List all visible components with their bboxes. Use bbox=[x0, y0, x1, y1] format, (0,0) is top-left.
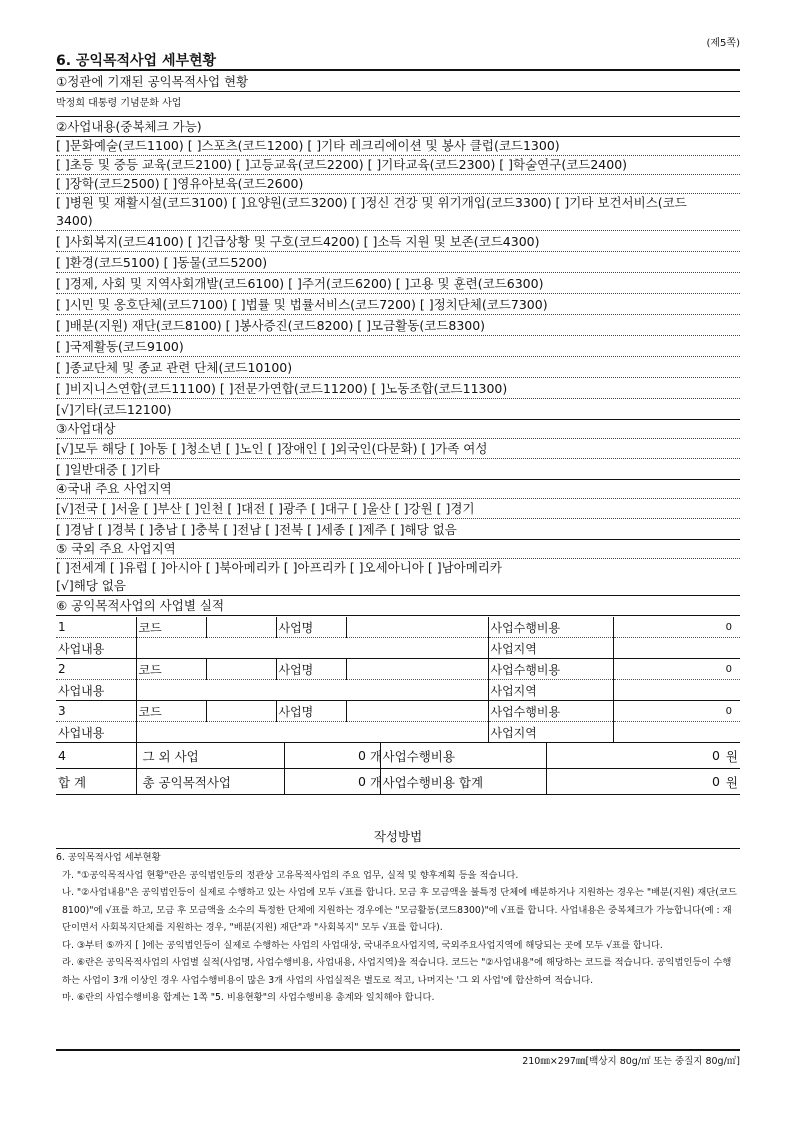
other-label: 그 외 사업 bbox=[136, 743, 284, 769]
summary-table bbox=[56, 743, 740, 795]
q4-line-2[interactable]: [ ]경남 [ ]경북 [ ]충남 [ ]충북 [ ]전남 [ ]전북 [ ]세종 [ ]제주 [ ]해당 없음 bbox=[56, 521, 740, 540]
content-label: 사업내용 bbox=[56, 722, 136, 743]
page-number: (제5쪽) bbox=[706, 38, 740, 49]
content-field[interactable] bbox=[136, 680, 488, 701]
cost-label: 사업수행비용 bbox=[488, 659, 613, 680]
guide-body bbox=[56, 849, 740, 1007]
q2-line-4-cont: 3400) bbox=[56, 212, 740, 231]
table-row bbox=[56, 638, 740, 659]
cost-field[interactable]: 0 bbox=[613, 659, 740, 680]
row-number: 3 bbox=[56, 701, 136, 722]
q4-label: ④국내 주요 사업지역 bbox=[56, 480, 740, 499]
q6-label: ⑥ 공익목적사업의 사업별 실적 bbox=[56, 597, 740, 616]
table-row bbox=[56, 769, 740, 795]
cost-label: 사업수행비용 bbox=[488, 701, 613, 722]
q5-line-2[interactable]: [√]해당 없음 bbox=[56, 577, 740, 596]
table-row bbox=[56, 701, 740, 722]
code-field[interactable] bbox=[206, 659, 276, 680]
q2-label: ②사업내용(중복체크 가능) bbox=[56, 118, 740, 137]
table-row bbox=[56, 722, 740, 743]
row-number: 1 bbox=[56, 617, 136, 638]
q2-line-11[interactable]: [ ]종교단체 및 종교 관련 단체(코드10100) bbox=[56, 359, 740, 378]
total-count[interactable]: 0 bbox=[284, 769, 368, 795]
q2-line-13[interactable]: [√]기타(코드12100) bbox=[56, 401, 740, 420]
section-title: 6. 공익목적사업 세부현황 bbox=[56, 53, 217, 69]
q2-line-4[interactable]: [ ]병원 및 재활시설(코드3100) [ ]요양원(코드3200) [ ]정신 건강 및 위기개입(코드3300) [ ]기타 보건서비스(코드 bbox=[56, 195, 687, 210]
region-label: 사업지역 bbox=[488, 638, 613, 659]
guide-heading: 작성방법 bbox=[56, 826, 740, 849]
content-field[interactable] bbox=[136, 638, 488, 659]
table-row bbox=[56, 659, 740, 680]
bottom-rule bbox=[56, 1049, 740, 1051]
q1-value[interactable]: 박정희 대통령 기념문화 사업 bbox=[56, 92, 740, 117]
total-cost[interactable]: 0 bbox=[546, 769, 722, 795]
guide-title: 6. 공익목적사업 세부현황 bbox=[56, 852, 161, 863]
other-number: 4 bbox=[56, 743, 136, 769]
name-field[interactable] bbox=[346, 701, 488, 722]
code-field[interactable] bbox=[206, 701, 276, 722]
region-field[interactable] bbox=[613, 680, 740, 701]
q2-line-9[interactable]: [ ]배분(지원) 재단(코드8100) [ ]봉사증진(코드8200) [ ]모금활동(코드8300) bbox=[56, 317, 740, 336]
guide-item-ra: 라. ⑥란은 공익목적사업의 사업별 실적(사업명, 사업수행비용, 사업내용, 사업지역)을 적습니다. 코드는 "②사업내용"에 해당하는 코드를 적습니다. 공익법인등이 수행하는 사업이 3개 이상인 경우 사업수행비용이 많은 3개 사업의 사업실적은 별도로 적고, 나머지는 '그 외 사업'에 합산하여 적습니다. bbox=[62, 957, 732, 986]
content-field[interactable] bbox=[136, 722, 488, 743]
q2-line-7[interactable]: [ ]경제, 사회 및 지역사회개발(코드6100) [ ]주거(코드6200) [ ]고용 및 훈련(코드6300) bbox=[56, 275, 740, 294]
paper-spec: 210㎜×297㎜[백상지 80g/㎡ 또는 중질지 80g/㎡] bbox=[522, 1056, 740, 1067]
name-label: 사업명 bbox=[276, 701, 346, 722]
q3-line-2[interactable]: [ ]일반대중 [ ]기타 bbox=[56, 461, 740, 480]
name-field[interactable] bbox=[346, 659, 488, 680]
cost-field[interactable]: 0 bbox=[613, 617, 740, 638]
code-label: 코드 bbox=[136, 701, 206, 722]
other-cost[interactable]: 0 bbox=[546, 743, 722, 769]
total-business-label: 총 공익목적사업 bbox=[136, 769, 284, 795]
q3-label: ③사업대상 bbox=[56, 420, 740, 439]
name-label: 사업명 bbox=[276, 659, 346, 680]
region-field[interactable] bbox=[613, 638, 740, 659]
cost-field[interactable]: 0 bbox=[613, 701, 740, 722]
q2-line-12[interactable]: [ ]비지니스연합(코드11100) [ ]전문가연합(코드11200) [ ]노동조합(코드11300) bbox=[56, 380, 740, 399]
total-unit: 개 bbox=[368, 769, 380, 795]
top-rule bbox=[56, 69, 740, 71]
table-row bbox=[56, 743, 740, 769]
guide-item-ga: 가. "①공익목적사업 현황"란은 공익법인등의 정관상 고유목적사업의 주요 업무, 실적 및 향후계획 등을 적습니다. bbox=[62, 869, 519, 881]
name-field[interactable] bbox=[346, 617, 488, 638]
guide-item-da: 다. ③부터 ⑤까지 [ ]에는 공익법인등이 실제로 수행하는 사업의 사업대상, 국내주요사업지역, 국외주요사업지역에 해당되는 곳에 모두 √표를 합니다. bbox=[62, 939, 663, 951]
table-row bbox=[56, 617, 740, 638]
guide-item-ma: 마. ⑥란의 사업수행비용 합계는 1쪽 "5. 비용현황"의 사업수행비용 총계와 일치해야 합니다. bbox=[62, 992, 435, 1003]
content-label: 사업내용 bbox=[56, 680, 136, 701]
total-won: 원 bbox=[722, 769, 740, 795]
region-field[interactable] bbox=[613, 722, 740, 743]
q2-line-6[interactable]: [ ]환경(코드5100) [ ]동물(코드5200) bbox=[56, 254, 740, 273]
q2-line-2[interactable]: [ ]초등 및 중등 교육(코드2100) [ ]고등교육(코드2200) [ ]기타교육(코드2300) [ ]학술연구(코드2400) bbox=[56, 156, 740, 175]
row-number: 2 bbox=[56, 659, 136, 680]
q2-line-10[interactable]: [ ]국제활동(코드9100) bbox=[56, 338, 740, 357]
content-label: 사업내용 bbox=[56, 638, 136, 659]
q2-line-1[interactable]: [ ]문화예술(코드1100) [ ]스포츠(코드1200) [ ]기타 레크리에이션 및 봉사 클럽(코드1300) bbox=[56, 137, 740, 156]
q5-label: ⑤ 국외 주요 사업지역 bbox=[56, 540, 740, 559]
region-label: 사업지역 bbox=[488, 722, 613, 743]
q2-line-8[interactable]: [ ]시민 및 옹호단체(코드7100) [ ]법률 및 법률서비스(코드7200) [ ]정치단체(코드7300) bbox=[56, 296, 740, 315]
q1-label: ①정관에 기재된 공익목적사업 현황 bbox=[56, 73, 740, 92]
code-label: 코드 bbox=[136, 617, 206, 638]
other-won: 원 bbox=[722, 743, 740, 769]
guide-item-na: 나. "②사업내용"은 공익법인등이 실제로 수행하고 있는 사업에 모두 √표를 합니다. 모금 후 모금액을 불특정 단체에 배분하거나 지원하는 경우는 "배분(지원) 재단(코드8100)"에 √표를 하고, 모금 후 모금액을 소수의 특정한 단체에 지원하는 경우에는 "모금활동(코드8300)"에 √표를 합니다. 사업내용은 중복체크가 가능합니다(예 : 재단이면서 사회복지단체를 지원하는 경우, "배분(지원) 재단"과 "사회복지" 모두 √표를 합니다). bbox=[62, 887, 737, 933]
q2-line-3[interactable]: [ ]장학(코드2500) [ ]영유아보육(코드2600) bbox=[56, 175, 740, 194]
q2-line-5[interactable]: [ ]사회복지(코드4100) [ ]긴급상황 및 구호(코드4200) [ ]소득 지원 및 보존(코드4300) bbox=[56, 233, 740, 252]
cost-label: 사업수행비용 bbox=[488, 617, 613, 638]
other-unit: 개 bbox=[368, 743, 380, 769]
region-label: 사업지역 bbox=[488, 680, 613, 701]
other-count[interactable]: 0 bbox=[284, 743, 368, 769]
code-label: 코드 bbox=[136, 659, 206, 680]
name-label: 사업명 bbox=[276, 617, 346, 638]
total-cost-label: 사업수행비용 합계 bbox=[380, 769, 546, 795]
q5-line-1[interactable]: [ ]전세계 [ ]유럽 [ ]아시아 [ ]북아메리카 [ ]아프리카 [ ]오세아니아 [ ]남아메리카 bbox=[56, 560, 502, 575]
q3-line-1[interactable]: [√]모두 해당 [ ]아동 [ ]청소년 [ ]노인 [ ]장애인 [ ]외국인(다문화) [ ]가족 여성 bbox=[56, 440, 740, 459]
total-label: 합 계 bbox=[56, 769, 136, 795]
other-cost-label: 사업수행비용 bbox=[380, 743, 546, 769]
code-field[interactable] bbox=[206, 617, 276, 638]
q4-line-1[interactable]: [√]전국 [ ]서울 [ ]부산 [ ]인천 [ ]대전 [ ]광주 [ ]대구 [ ]울산 [ ]강원 [ ]경기 bbox=[56, 500, 740, 519]
performance-table bbox=[56, 617, 740, 743]
table-row bbox=[56, 680, 740, 701]
